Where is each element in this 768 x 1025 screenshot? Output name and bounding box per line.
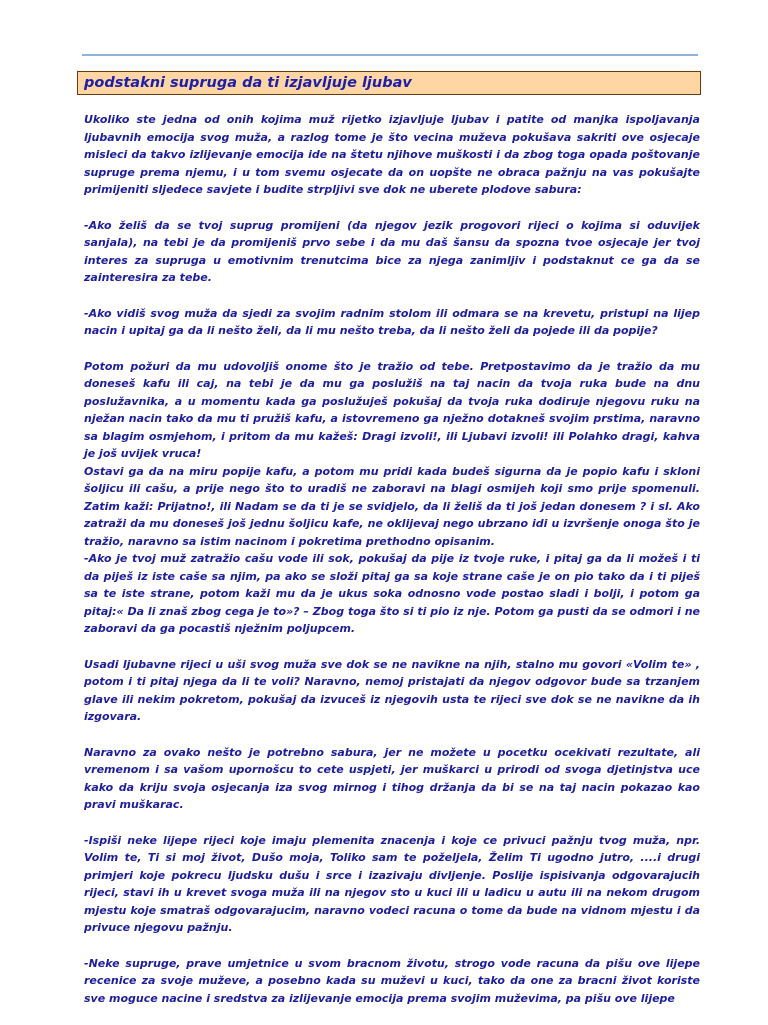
paragraph-glass-of-water: -Ako je tvoj muž zatražio cašu vode ili sok, pokušaj da pije iz tvoje ruke, i pitaj ga da li možeš i ti da piješ iz iste caše sa njim, pa ako se složi pitaj ga sa koje strane caše je on pio tako da i ti piješ sa te iste strane, potom kaži mu da je ukus soka odnosno vode postao sladi i bolji, i potom ga pitaj:« Da li znaš zbog cega je to»? – Zbog toga što si ti pio iz nje. Potom ga pusti da se odmori i ne zaboravi da ga pocastiš nježnim poljupcem. <box>84 552 700 635</box>
header-rule <box>82 54 698 56</box>
paragraph-patience: Naravno za ovako nešto je potrebno sabura, jer ne možete u pocetku ocekivati rezultate, ali vremenom i sa vašom upornošcu to cete uspjeti, jer muškarci u prirodi od svoga djetinjstva uce kako da kriju svoja osjecanja iza svog mirnog i tihog držanja da bi se na taj nacin pokazao kao pravi muškarac. <box>84 745 700 811</box>
article-body <box>84 111 700 1025</box>
paragraph-ask-husband: -Ako vidiš svog muža da sjedi za svojim radnim stolom ili odmara se na krevetu, pristupi na lijep nacin i upitaj ga da li nešto želi, da li mu nešto treba, da li nešto želi da pojede ili da popije? <box>84 306 700 337</box>
paragraph-some-wives: -Neke supruge, prave umjetnice u svom bracnom životu, strogo vode racuna da pišu ove lijepe recenice za svoje muževe, a posebno kada su muževi u kuci, tako da one za bracni život koriste sve moguce nacine i sredstva za izlijevanje emocija prema svojim muževima, pa pišu ove lijepe <box>84 956 700 1005</box>
title-box <box>77 71 701 95</box>
paragraph-change-yourself: -Ako želiš da se tvoj suprug promijeni (da njegov jezik progovori rijeci o kojima si oduvijek sanjala), na tebi je da promijeniš prvo sebe i da mu daš šansu da spozna tvoe osjecaje jer tvoj interes za supruga u emotivnim trenutcima bice za njega zanimljiv i podstaknut ce ga da se zainteresira za tebe. <box>84 218 700 284</box>
paragraph-serve-coffee: Potom požuri da mu udovoljiš onome što je tražio od tebe. Pretpostavimo da je tražio da mu doneseš kafu ili caj, na tebi je da mu ga poslužiš na taj nacin da tvoja ruka bude na dnu poslužavnika, a u momentu kada ga poslužuješ pokušaj da tvoja ruka dodiruje njegovu ruku na nježan nacin tako da mu ti pružiš kafu, a istovremeno ga nježno dotakneš svojim prstima, naravno sa blagim osmjehom, i pritom da mu kažeš: Dragi izvoli!, ili Ljubavi izvoli! ili Polahko dragi, kahva je još uvijek vruca! <box>84 359 700 460</box>
paragraph-love-words: Usadi ljubavne rijeci u uši svog muža sve dok se ne navikne na njih, stalno mu govori «Volim te» , potom i ti pitaj njega da li te voli? Naravno, nemoj pristajati da njegov odgovor bude sa trzanjem glave ili nekim pokretom, pokušaj da izvuceš iz njegovih usta te rijeci sve dok se ne navikne da ih izgovara. <box>84 657 700 723</box>
paragraph-intro: Ukoliko ste jedna od onih kojima muž rijetko izjavljuje ljubav i patite od manjka ispoljavanja ljubavnih emocija svog muža, a razlog tome je što vecina muževa pokušava sakriti ove osjecaje misleci da takvo izlijevanje emocija ide na štetu njihove muškosti i da zbog toga opada poštovanje supruge prema njemu, i u tom svemu osjecate da on uopšte ne obraca pažnju na vas pokušajte primijeniti sljedece savjete i budite strpljivi sve dok ne uberete plodove sabura: <box>84 113 700 196</box>
page-title: podstakni supruga da ti izjavljuje ljubav <box>84 75 412 91</box>
paragraph-write-notes: -Ispiši neke lijepe rijeci koje imaju plemenita znacenja i koje ce privuci pažnju tvog muža, npr. Volim te, Ti si moj život, Dušo moja, Toliko sam te poželjela, Želim Ti ugodno jutro, ....i drugi primjeri koje pokrecu ljudsku dušu i srce i izazivaju divljenje. Poslije ispisivanja odgovarajucih rijeci, stavi ih u krevet svoga muža ili na njegov sto u kuci ili u ladicu u autu ili na nekom drugom mjestu koje smatraš odgovarajucim, naravno vodeci racuna o tome da bude na vidnom mjestu i da privuce njegovu pažnju. <box>84 833 700 934</box>
paragraph-leave-him: Ostavi ga da na miru popije kafu, a potom mu pridi kada budeš sigurna da je popio kafu i skloni šoljicu ili cašu, a prije nego što to uradiš ne zaboravi na blagi osmijeh koji smo prije spomenuli. Zatim kaži: Prijatno!, ili Nadam se da ti je se svidjelo, da li želiš da ti još jedan donesem ? i sl. Ako zatraži da mu doneseš još jednu šoljicu kafe, ne oklijevaj nego ubrzano idi u izvršenje onoga što je tražio, naravno sa istim nacinom i pokretima prethodno opisanim. <box>84 464 700 548</box>
